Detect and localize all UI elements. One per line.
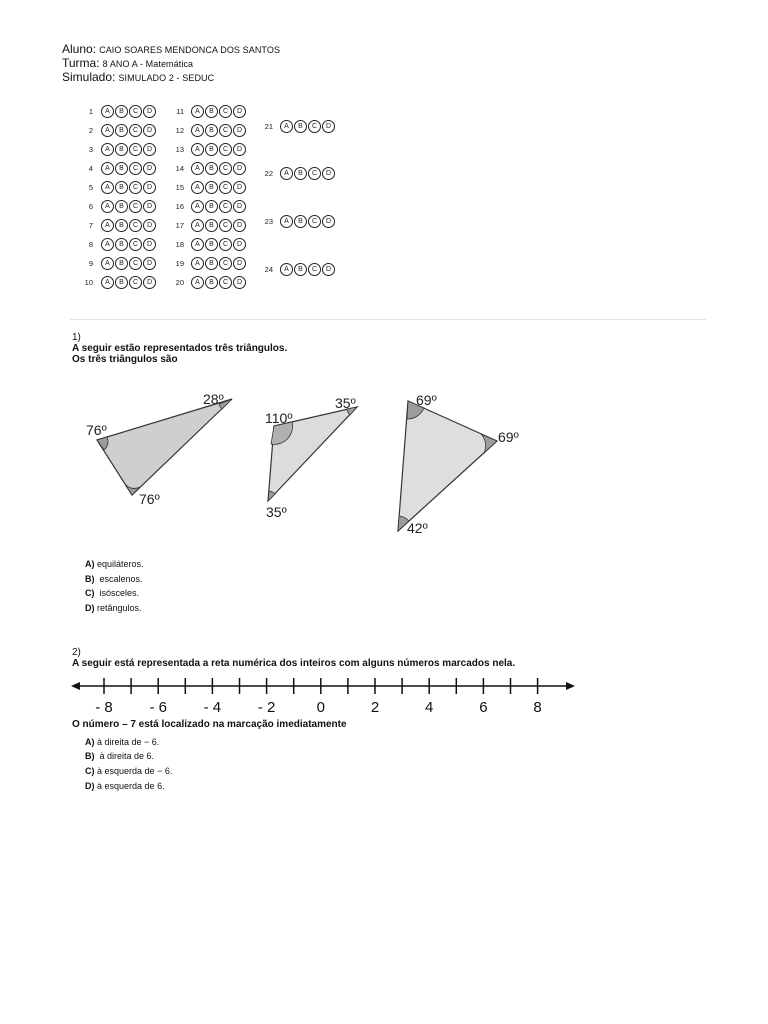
answer-bubbles: [191, 162, 246, 175]
bubble-b[interactable]: B: [205, 200, 218, 213]
question-number: 12: [175, 126, 184, 135]
bubble-a[interactable]: A: [101, 200, 114, 213]
bubble-b[interactable]: B: [115, 200, 128, 213]
answer-bubbles: [101, 219, 156, 232]
bubble-b[interactable]: B: [115, 143, 128, 156]
bubble-a[interactable]: A: [101, 162, 114, 175]
angle-label: 76º: [86, 422, 107, 438]
q1-option-d[interactable]: [85, 603, 142, 614]
aluno-label: Aluno:: [62, 42, 97, 56]
simulado-label: Simulado:: [62, 70, 116, 84]
bubble-b[interactable]: B: [205, 124, 218, 137]
tick-label: - 6: [149, 699, 167, 716]
bubble-d[interactable]: D: [233, 257, 246, 270]
q2-prompt: O número – 7 está localizado na marcação imediatamente: [72, 719, 347, 730]
bubble-b[interactable]: B: [115, 162, 128, 175]
question-number: 18: [175, 240, 184, 249]
question-number: 13: [175, 145, 184, 154]
option-letter: C): [85, 588, 95, 598]
question-number: 17: [175, 221, 184, 230]
turma-value: 8 ANO A - Matemática: [102, 59, 194, 69]
answer-bubbles: [101, 162, 156, 175]
answer-bubbles: [101, 105, 156, 118]
question-number: 9: [88, 259, 93, 268]
bubble-c[interactable]: C: [219, 238, 232, 251]
bubble-c[interactable]: C: [219, 162, 232, 175]
bubble-c[interactable]: C: [308, 120, 321, 133]
bubble-d[interactable]: D: [322, 167, 335, 180]
bubble-b[interactable]: B: [115, 257, 128, 270]
bubble-b[interactable]: B: [294, 263, 307, 276]
question-number: 10: [84, 278, 93, 287]
bubble-b[interactable]: B: [205, 105, 218, 118]
answer-bubbles: [101, 181, 156, 194]
bubble-c[interactable]: C: [308, 167, 321, 180]
answer-bubbles: [101, 143, 156, 156]
question-number: 19: [175, 259, 184, 268]
bubble-a[interactable]: A: [101, 257, 114, 270]
answer-bubbles: [191, 181, 246, 194]
triangle-2: [265, 395, 357, 520]
answer-bubbles: [191, 238, 246, 251]
question-number: 1: [88, 107, 93, 116]
q1-option-a[interactable]: [85, 559, 144, 570]
bubble-a[interactable]: A: [191, 162, 204, 175]
bubble-d[interactable]: D: [233, 143, 246, 156]
option-text: à direita de − 6.: [97, 737, 160, 747]
answer-bubbles: [101, 276, 156, 289]
angle-label: 42º: [407, 520, 428, 536]
question-number: 21: [264, 122, 273, 131]
answer-bubbles: [191, 276, 246, 289]
answer-bubbles: [191, 124, 246, 137]
bubble-a[interactable]: A: [101, 276, 114, 289]
q1-number: 1): [72, 332, 81, 343]
bubble-b[interactable]: B: [115, 105, 128, 118]
bubble-d[interactable]: D: [143, 200, 156, 213]
bubble-b[interactable]: B: [205, 257, 218, 270]
bubble-b[interactable]: B: [205, 238, 218, 251]
question-number: 15: [175, 183, 184, 192]
bubble-d[interactable]: D: [143, 257, 156, 270]
bubble-c[interactable]: C: [129, 162, 142, 175]
question-number: 20: [175, 278, 184, 287]
bubble-b[interactable]: B: [294, 120, 307, 133]
bubble-d[interactable]: D: [322, 215, 335, 228]
bubble-a[interactable]: A: [191, 124, 204, 137]
option-text: à esquerda de 6.: [97, 781, 165, 791]
bubble-b[interactable]: B: [205, 219, 218, 232]
bubble-a[interactable]: A: [280, 120, 293, 133]
triangle-3: [398, 392, 519, 536]
answer-bubbles: [101, 200, 156, 213]
q1-option-b[interactable]: [85, 574, 143, 585]
answer-bubbles: [280, 215, 335, 228]
question-number: 11: [176, 107, 184, 116]
q2-option-b[interactable]: [85, 751, 154, 762]
question-number: 2: [88, 126, 93, 135]
bubble-b[interactable]: B: [294, 167, 307, 180]
bubble-a[interactable]: A: [280, 215, 293, 228]
bubble-d[interactable]: D: [233, 105, 246, 118]
answer-bubbles: [191, 105, 246, 118]
angle-label: 35º: [335, 395, 356, 411]
q2-statement: A seguir está representada a reta numérica dos inteiros com alguns números marcados nela.: [72, 658, 516, 669]
bubble-d[interactable]: D: [143, 105, 156, 118]
bubble-a[interactable]: A: [191, 257, 204, 270]
question-number: 24: [264, 265, 273, 274]
option-text: equiláteros.: [97, 559, 144, 569]
option-text: isósceles.: [99, 588, 140, 598]
question-number: 23: [264, 217, 273, 226]
turma-label: Turma:: [62, 56, 100, 70]
tick-label: 8: [533, 699, 542, 716]
bubble-c[interactable]: C: [129, 219, 142, 232]
q2-option-c[interactable]: [85, 766, 172, 777]
question-number: 3: [88, 145, 93, 154]
question-number: 5: [88, 183, 93, 192]
number-line: [0, 672, 600, 718]
bubble-b[interactable]: B: [115, 124, 128, 137]
answer-bubbles: [280, 263, 335, 276]
q1-statement: A seguir estão representados três triângulos.: [72, 343, 288, 354]
question-number: 8: [88, 240, 93, 249]
bubble-c[interactable]: C: [129, 181, 142, 194]
bubble-d[interactable]: D: [143, 162, 156, 175]
bubble-b[interactable]: B: [115, 238, 128, 251]
angle-label: 28º: [203, 391, 224, 407]
question-number: 22: [264, 169, 273, 178]
bubble-c[interactable]: C: [129, 105, 142, 118]
question-number: 6: [88, 202, 93, 211]
bubble-a[interactable]: A: [191, 219, 204, 232]
option-letter: B): [85, 751, 95, 761]
bubble-d[interactable]: D: [143, 219, 156, 232]
q1-prompt: Os três triângulos são: [72, 354, 178, 365]
tick-label: 6: [479, 699, 488, 716]
bubble-a[interactable]: A: [191, 105, 204, 118]
q2-option-d[interactable]: [85, 781, 165, 792]
bubble-c[interactable]: C: [129, 238, 142, 251]
bubble-d[interactable]: D: [143, 181, 156, 194]
bubble-a[interactable]: A: [191, 238, 204, 251]
simulado-value: SIMULADO 2 - SEDUC: [118, 73, 215, 83]
q1-option-c[interactable]: [85, 588, 139, 599]
option-letter: B): [85, 574, 95, 584]
answer-bubbles: [101, 124, 156, 137]
bubble-c[interactable]: C: [219, 257, 232, 270]
bubble-d[interactable]: D: [322, 263, 335, 276]
bubble-a[interactable]: A: [280, 167, 293, 180]
option-letter: A): [85, 559, 95, 569]
section-divider: [70, 319, 706, 320]
bubble-a[interactable]: A: [101, 124, 114, 137]
bubble-d[interactable]: D: [233, 162, 246, 175]
angle-label: 69º: [498, 429, 519, 445]
angle-label: 110º: [265, 410, 293, 426]
answer-sheet: [0, 0, 768, 300]
q2-number: 2): [72, 647, 81, 658]
bubble-c[interactable]: C: [308, 215, 321, 228]
angle-label: 35º: [266, 504, 287, 520]
bubble-a[interactable]: A: [280, 263, 293, 276]
answer-bubbles: [191, 219, 246, 232]
bubble-c[interactable]: C: [129, 200, 142, 213]
bubble-c[interactable]: C: [308, 263, 321, 276]
bubble-c[interactable]: C: [129, 143, 142, 156]
q2-option-a[interactable]: [85, 737, 159, 748]
option-text: escalenos.: [99, 574, 143, 584]
triangles-figure: [0, 380, 560, 540]
bubble-d[interactable]: D: [143, 143, 156, 156]
triangle-1: [86, 391, 232, 507]
option-letter: D): [85, 781, 95, 791]
bubble-d[interactable]: D: [233, 181, 246, 194]
answer-bubbles: [280, 120, 335, 133]
question-number: 16: [175, 202, 184, 211]
bubble-c[interactable]: C: [129, 257, 142, 270]
bubble-c[interactable]: C: [219, 219, 232, 232]
bubble-c[interactable]: C: [219, 181, 232, 194]
aluno-value: CAIO SOARES MENDONCA DOS SANTOS: [99, 45, 281, 55]
bubble-b[interactable]: B: [205, 143, 218, 156]
option-text: à esquerda de − 6.: [97, 766, 173, 776]
bubble-a[interactable]: A: [101, 143, 114, 156]
bubble-d[interactable]: D: [143, 124, 156, 137]
tick-label: 2: [370, 699, 380, 716]
question-number: 14: [175, 164, 184, 173]
bubble-c[interactable]: C: [129, 276, 142, 289]
option-letter: D): [85, 603, 95, 613]
bubble-d[interactable]: D: [322, 120, 335, 133]
answer-bubbles: [191, 143, 246, 156]
answer-bubbles: [101, 257, 156, 270]
bubble-c[interactable]: C: [219, 143, 232, 156]
option-text: retângulos.: [97, 603, 142, 613]
bubble-c[interactable]: C: [219, 105, 232, 118]
bubble-d[interactable]: D: [233, 200, 246, 213]
bubble-d[interactable]: D: [233, 238, 246, 251]
bubble-b[interactable]: B: [205, 162, 218, 175]
angle-label: 76º: [139, 491, 160, 507]
question-number: 4: [88, 164, 93, 173]
bubble-c[interactable]: C: [219, 200, 232, 213]
option-letter: C): [85, 766, 95, 776]
bubble-c[interactable]: C: [129, 124, 142, 137]
bubble-d[interactable]: D: [143, 238, 156, 251]
arrow-left-icon: [71, 682, 80, 690]
answer-bubbles: [191, 200, 246, 213]
bubble-a[interactable]: A: [191, 200, 204, 213]
bubble-a[interactable]: A: [191, 181, 204, 194]
bubble-d[interactable]: D: [143, 276, 156, 289]
bubble-c[interactable]: C: [219, 124, 232, 137]
bubble-a[interactable]: A: [101, 219, 114, 232]
option-text: à direita de 6.: [99, 751, 155, 761]
bubble-d[interactable]: D: [233, 276, 246, 289]
bubble-a[interactable]: A: [101, 238, 114, 251]
bubble-b[interactable]: B: [294, 215, 307, 228]
bubble-b[interactable]: B: [115, 181, 128, 194]
bubble-c[interactable]: C: [219, 276, 232, 289]
tick-label: - 2: [257, 699, 276, 716]
tick-label: 0: [316, 699, 325, 716]
bubble-b[interactable]: B: [205, 276, 218, 289]
bubble-a[interactable]: A: [101, 181, 114, 194]
bubble-b[interactable]: B: [115, 276, 128, 289]
tick-label: 4: [425, 699, 434, 716]
bubble-d[interactable]: D: [233, 219, 246, 232]
bubble-a[interactable]: A: [101, 105, 114, 118]
tick-label: - 8: [95, 699, 113, 716]
arrow-right-icon: [566, 682, 575, 690]
option-letter: A): [85, 737, 95, 747]
bubble-a[interactable]: A: [191, 276, 204, 289]
angle-label: 69º: [416, 392, 437, 408]
question-number: 7: [88, 221, 93, 230]
bubble-b[interactable]: B: [115, 219, 128, 232]
bubble-b[interactable]: B: [205, 181, 218, 194]
answer-bubbles: [101, 238, 156, 251]
answer-bubbles: [280, 167, 335, 180]
bubble-a[interactable]: A: [191, 143, 204, 156]
tick-label: - 4: [203, 699, 222, 716]
answer-bubbles: [191, 257, 246, 270]
bubble-d[interactable]: D: [233, 124, 246, 137]
